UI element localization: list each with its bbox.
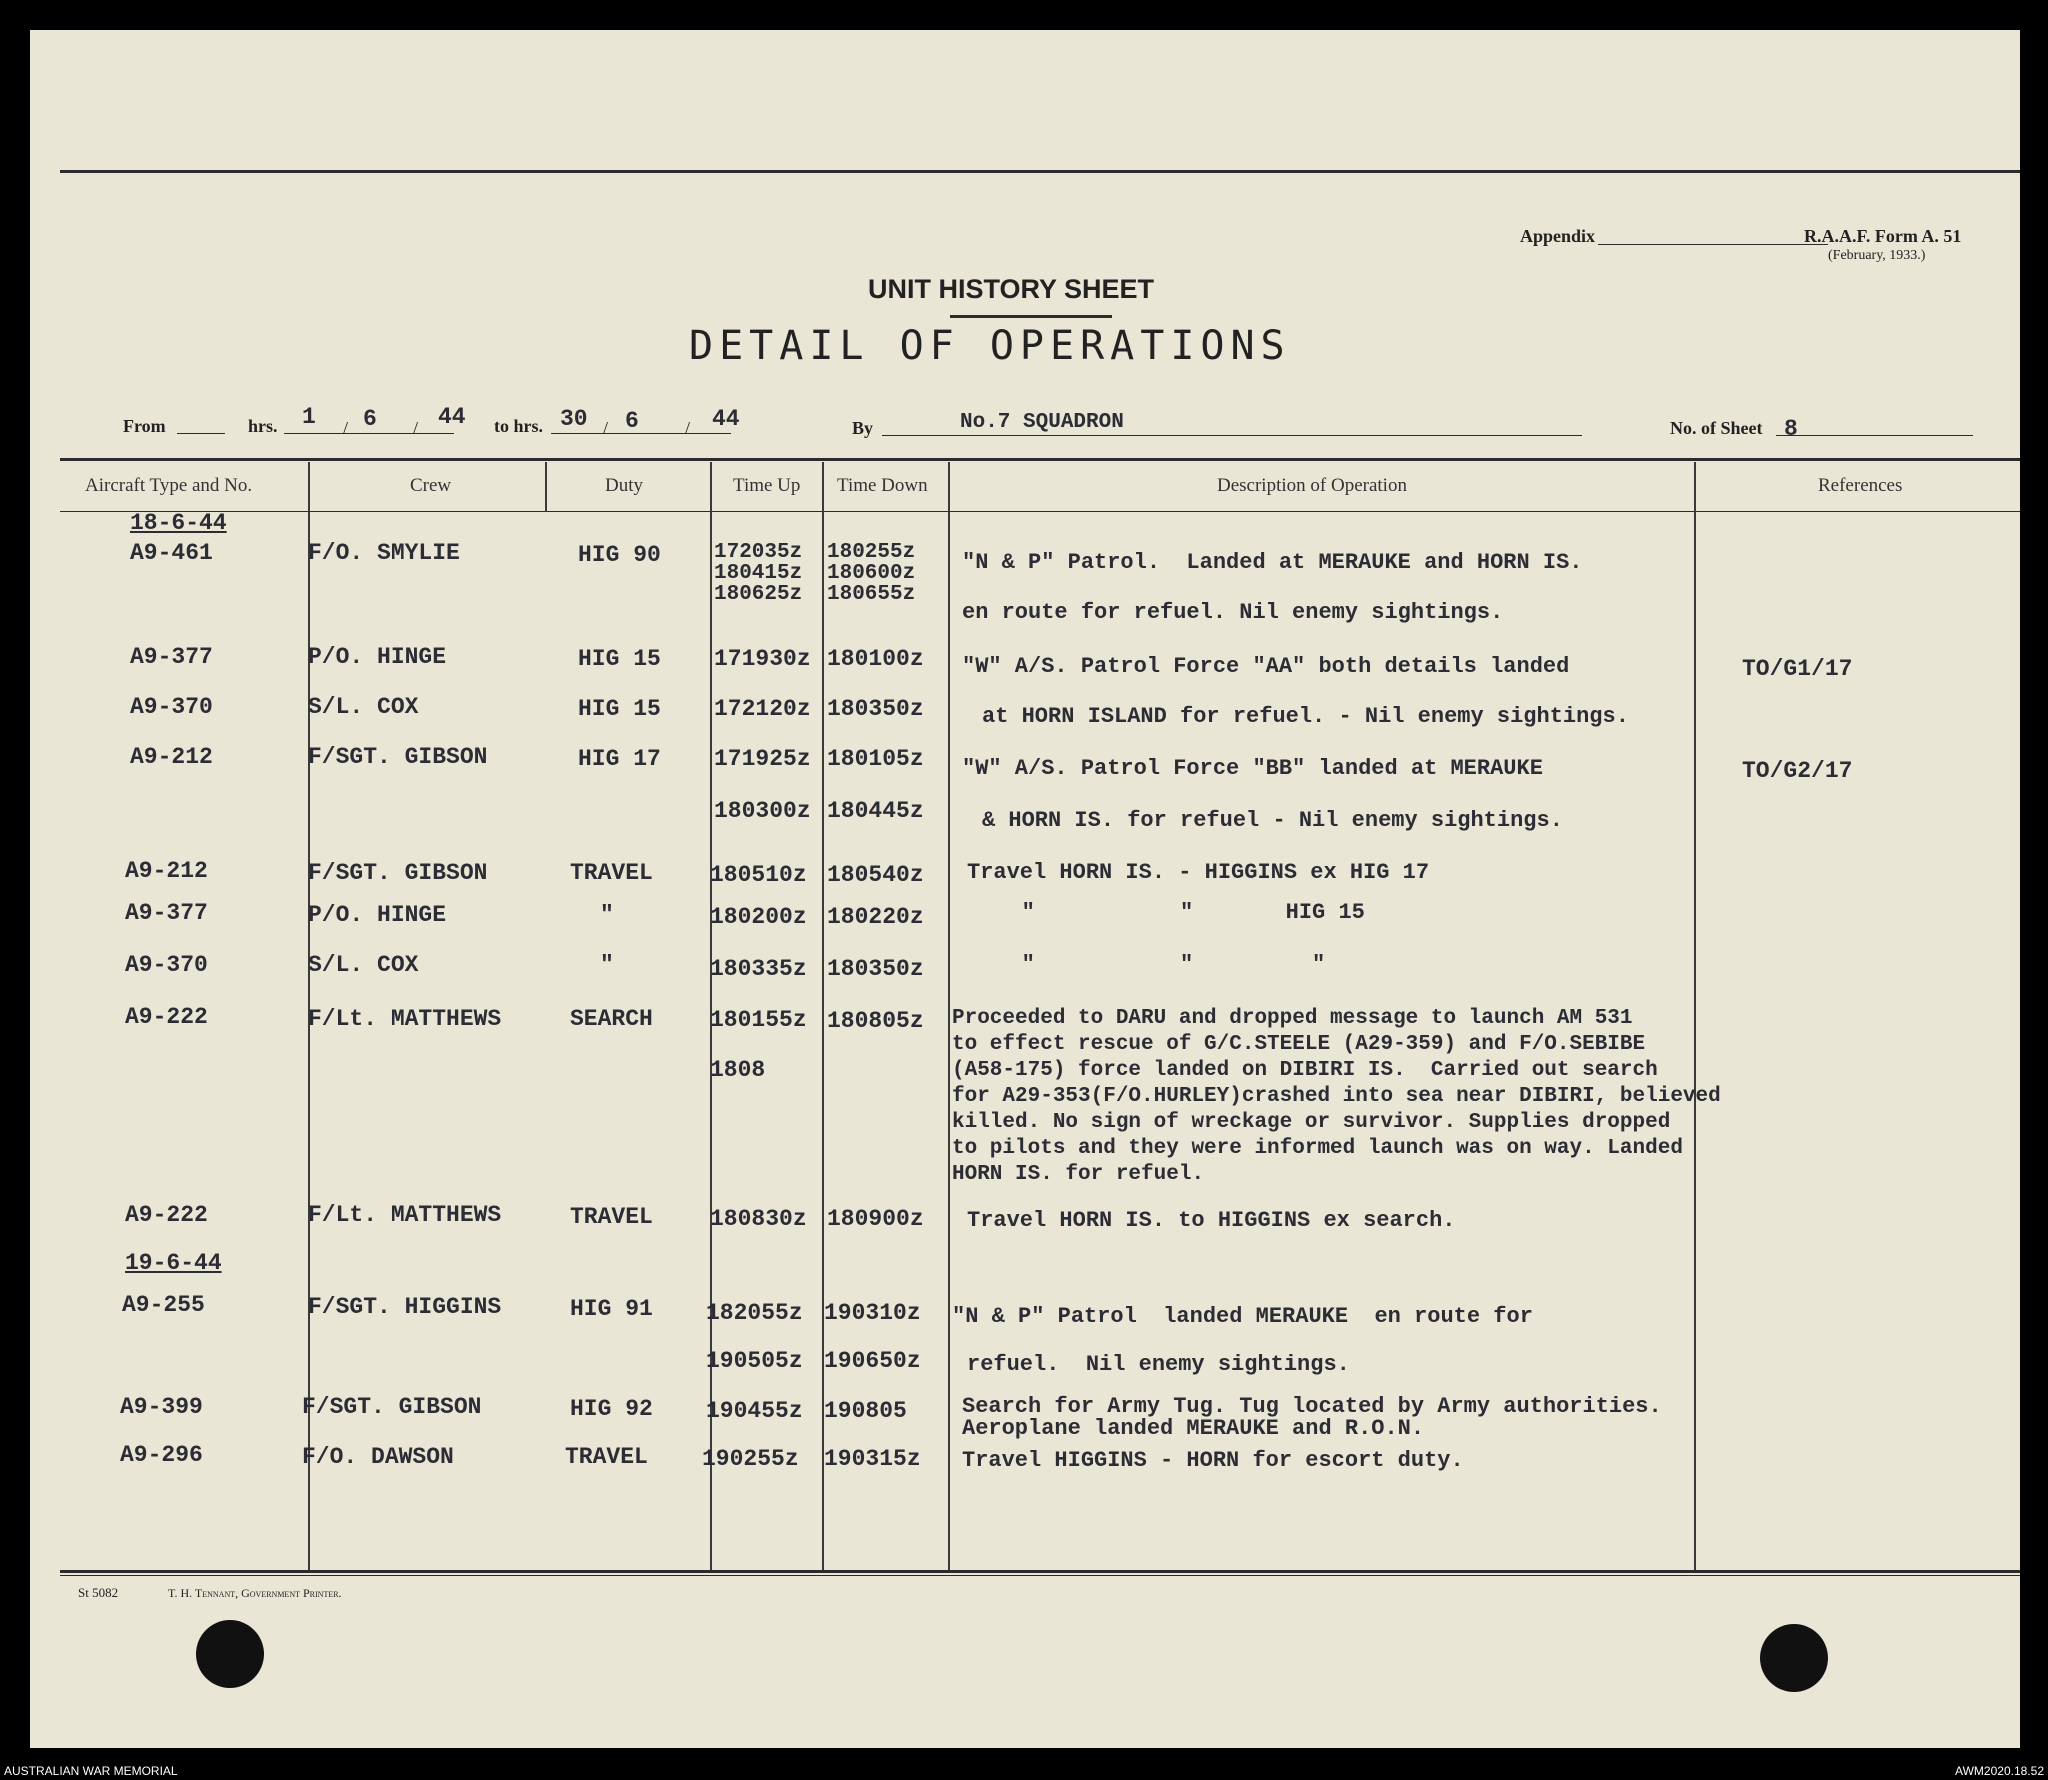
- time-up: 180155z 1808: [710, 1007, 807, 1083]
- duty: TRAVEL: [565, 1444, 648, 1470]
- to-month: 6: [625, 408, 639, 434]
- aircraft-no: A9-399: [120, 1394, 203, 1420]
- by-line: [882, 435, 1582, 436]
- to-hrs-label: to hrs.: [494, 416, 543, 436]
- from-month: 6: [363, 406, 377, 432]
- col-divider-desc: [948, 462, 950, 1570]
- from-date-line: [284, 433, 454, 434]
- date-heading: 19-6-44: [125, 1250, 222, 1276]
- from-year: 44: [438, 404, 466, 430]
- crew: F/SGT. GIBSON: [308, 860, 488, 886]
- description: "N & P" Patrol. Landed at MERAUKE and HORN IS. en route for refuel. Nil enemy sightings.: [962, 550, 1583, 625]
- description: "W" A/S. Patrol Force "AA" both details landed: [962, 654, 1570, 679]
- to-year: 44: [712, 406, 740, 432]
- to-day: 30: [560, 406, 588, 432]
- punch-hole-right: [1760, 1624, 1828, 1692]
- crew: S/L. COX: [308, 694, 419, 720]
- crew: F/Lt. MATTHEWS: [308, 1202, 502, 1228]
- description: & HORN IS. for refuel - Nil enemy sightings.: [982, 808, 1563, 833]
- aircraft-no: A9-461: [130, 540, 213, 566]
- time-up: 180335z: [710, 956, 807, 982]
- col-header-references: References: [1818, 475, 1903, 496]
- duty: HIG 17: [578, 746, 661, 772]
- col-header-duty: Duty: [605, 475, 643, 496]
- sheet-label: No. of Sheet: [1670, 418, 1763, 438]
- time-down: 180350z: [827, 956, 924, 982]
- col-header-time-up: Time Up: [733, 475, 801, 496]
- duty: HIG 15: [578, 646, 661, 672]
- crew: F/O. DAWSON: [302, 1444, 454, 1470]
- page-title: DETAIL OF OPERATIONS: [689, 323, 1291, 369]
- duty: HIG 15: [578, 696, 661, 722]
- crew: F/Lt. MATTHEWS: [308, 1006, 502, 1032]
- time-up: 180830z: [710, 1206, 807, 1232]
- time-down: 180350z: [827, 696, 924, 722]
- document-sheet: [30, 30, 2020, 1748]
- top-rule: [60, 170, 2020, 173]
- time-up: 171930z: [714, 646, 811, 672]
- time-down: 180105z: [827, 746, 924, 772]
- time-down: 180220z: [827, 904, 924, 930]
- col-header-crew: Crew: [410, 475, 452, 496]
- description: Proceeded to DARU and dropped message to launch AM 531 to effect rescue of G/C.STEELE (A29-359) and F/O.SEBIBE (A58-175) force landed on DIBIRI IS. Carried out search for A29-353(F/O.HURLEY)crashed into sea near DIBIRI, believed killed. No sign of wreckage or survivor. Supplies dropped to pilots and they were informed launch was on way. Landed HORN IS. for refuel.: [952, 1007, 1721, 1186]
- date-heading: 18-6-44: [130, 510, 227, 536]
- duty: ": [600, 952, 614, 978]
- time-down: 180445z: [827, 798, 924, 824]
- duty: ": [600, 902, 614, 928]
- duty: HIG 90: [578, 542, 661, 568]
- aircraft-no: A9-222: [125, 1004, 208, 1030]
- form-number: St 5082: [78, 1585, 119, 1600]
- from-slash-1: /: [343, 418, 349, 438]
- appendix-line: [1598, 244, 1828, 245]
- table-bottom-rule-2: [60, 1575, 2020, 1576]
- description: " " HIG 15: [982, 900, 1365, 925]
- aircraft-no: A9-296: [120, 1442, 203, 1468]
- col-header-time-down: Time Down: [837, 475, 928, 496]
- duty: TRAVEL: [570, 860, 653, 886]
- time-up: 180300z: [714, 798, 811, 824]
- table-bottom-rule: [60, 1570, 2020, 1573]
- time-down: 180900z: [827, 1206, 924, 1232]
- crew: P/O. HINGE: [308, 902, 447, 928]
- description: Travel HIGGINS - HORN for escort duty.: [962, 1448, 1464, 1473]
- aircraft-no: A9-370: [125, 952, 208, 978]
- form-name: R.A.A.F. Form A. 51: [1804, 226, 1962, 246]
- description: Travel HORN IS. - HIGGINS ex HIG 17: [967, 860, 1430, 885]
- duty: HIG 91: [570, 1296, 653, 1322]
- aircraft-no: A9-377: [125, 900, 208, 926]
- time-down: 190805: [824, 1398, 907, 1424]
- reference: TO/G1/17: [1742, 656, 1853, 682]
- description: Travel HORN IS. to HIGGINS ex search.: [967, 1208, 1456, 1233]
- crew: S/L. COX: [308, 952, 419, 978]
- col-header-aircraft: Aircraft Type and No.: [85, 475, 253, 496]
- time-up: 190255z: [702, 1446, 799, 1472]
- time-up: 180200z: [710, 904, 807, 930]
- col-header-description: Description of Operation: [1217, 475, 1407, 496]
- aircraft-no: A9-212: [125, 858, 208, 884]
- col-divider-duty: [545, 462, 547, 512]
- description: Search for Army Tug. Tug located by Army authorities. Aeroplane landed MERAUKE and R.O.N.: [962, 1394, 1662, 1441]
- form-date: (February, 1933.): [1828, 248, 1926, 263]
- appendix-label: Appendix: [1520, 226, 1596, 246]
- description: "N & P" Patrol landed MERAUKE en route for: [952, 1304, 1533, 1329]
- sheet-value: 8: [1784, 416, 1798, 442]
- crew: F/O. SMYLIE: [308, 540, 460, 566]
- time-down: 180100z: [827, 646, 924, 672]
- description: at HORN ISLAND for refuel. - Nil enemy sightings.: [982, 704, 1629, 729]
- header-bottom-rule: [60, 511, 2020, 512]
- to-slash-1: /: [603, 418, 609, 438]
- crew: P/O. HINGE: [308, 644, 447, 670]
- description: refuel. Nil enemy sightings.: [967, 1352, 1350, 1377]
- unit-history-heading: UNIT HISTORY SHEET: [868, 274, 1155, 304]
- aircraft-no: A9-370: [130, 694, 213, 720]
- time-up: 172035z 180415z 180625z: [714, 541, 803, 606]
- crew: F/SGT. GIBSON: [308, 744, 488, 770]
- time-up: 180510z: [710, 862, 807, 888]
- by-value: No.7 SQUADRON: [960, 411, 1124, 434]
- duty: TRAVEL: [570, 1204, 653, 1230]
- by-label: By: [852, 418, 874, 438]
- aircraft-no: A9-222: [125, 1202, 208, 1228]
- aircraft-no: A9-377: [130, 644, 213, 670]
- description: " " ": [982, 952, 1326, 977]
- time-down: 180805z: [827, 1008, 924, 1034]
- from-label: From: [123, 416, 166, 436]
- punch-hole-left: [196, 1620, 264, 1688]
- heading-underline: [950, 315, 1112, 318]
- time-down: 180540z: [827, 862, 924, 888]
- aircraft-no: A9-255: [122, 1292, 205, 1318]
- description: "W" A/S. Patrol Force "BB" landed at MERAUKE: [962, 756, 1543, 781]
- crew: F/SGT. HIGGINS: [308, 1294, 502, 1320]
- from-day: 1: [302, 404, 316, 430]
- from-slash-2: /: [413, 418, 419, 438]
- reference: TO/G2/17: [1742, 758, 1853, 784]
- from-line: [177, 433, 225, 434]
- printer-credit: T. H. Tennant, Government Printer.: [168, 1586, 342, 1600]
- to-slash-2: /: [685, 418, 691, 438]
- time-up: 171925z: [714, 746, 811, 772]
- hrs-label: hrs.: [248, 416, 278, 436]
- crew: F/SGT. GIBSON: [302, 1394, 482, 1420]
- time-down: 190310z: [824, 1300, 921, 1326]
- duty: HIG 92: [570, 1396, 653, 1422]
- archive-credit: AUSTRALIAN WAR MEMORIAL: [4, 1764, 178, 1778]
- sheet-line: [1776, 435, 1973, 436]
- time-down: 180255z 180600z 180655z: [827, 541, 916, 606]
- archive-id: AWM2020.18.52: [1955, 1764, 2044, 1778]
- aircraft-no: A9-212: [130, 744, 213, 770]
- time-down: 190650z: [824, 1348, 921, 1374]
- duty: SEARCH: [570, 1006, 653, 1032]
- time-up: 172120z: [714, 696, 811, 722]
- time-up: 190505z: [706, 1348, 803, 1374]
- to-date-line: [551, 433, 731, 434]
- time-down: 190315z: [824, 1446, 921, 1472]
- time-up: 190455z: [706, 1398, 803, 1424]
- table-top-rule: [60, 458, 2020, 461]
- time-up: 182055z: [706, 1300, 803, 1326]
